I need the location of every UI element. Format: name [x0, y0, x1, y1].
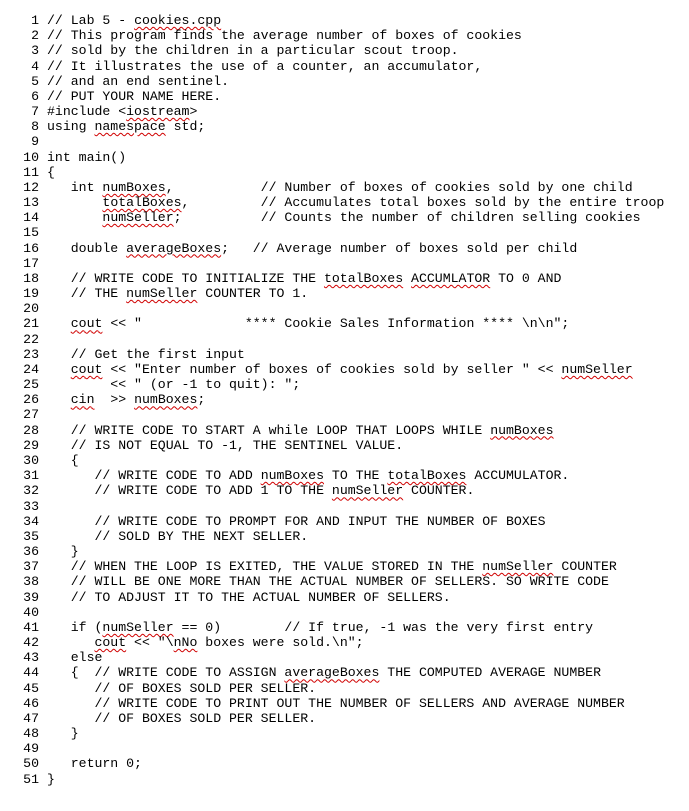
spellcheck-flag: numSeller	[102, 210, 174, 226]
line-number: 29	[23, 437, 39, 453]
line-text: // and an end sentinel.	[47, 73, 230, 89]
line-number: 4	[31, 58, 39, 74]
line-number: 3	[31, 43, 39, 59]
code-line	[0, 635, 689, 650]
line-text: using namespace std;	[47, 119, 206, 135]
line-number: 41	[23, 619, 39, 635]
line-text: // WILL BE ONE MORE THAN THE ACTUAL NUMBER OF SELLERS. SO WRITE CODE	[47, 574, 609, 590]
code-line	[0, 210, 689, 225]
spellcheck-flag: cout	[94, 635, 127, 651]
code-line	[0, 362, 689, 377]
line-text: // OF BOXES SOLD PER SELLER.	[47, 680, 317, 696]
line-number: 23	[23, 346, 39, 362]
code-line	[0, 165, 689, 180]
line-text	[39, 332, 47, 347]
line-number: 30	[23, 452, 39, 468]
line-text: cout << " **** Cookie Sales Information **** \n\n";	[70, 316, 570, 332]
line-number: 32	[23, 483, 39, 499]
line-number: 45	[23, 680, 39, 696]
line-number: 16	[23, 240, 39, 256]
line-text: // THE numSeller COUNTER TO 1.	[47, 286, 309, 302]
line-text: // WRITE CODE TO ADD 1 TO THE numSeller COUNTER.	[47, 483, 475, 499]
line-number: 12	[23, 179, 39, 195]
line-number: 1	[31, 13, 39, 28]
line-number: 44	[23, 665, 39, 681]
line-text	[39, 605, 47, 620]
line-text	[39, 301, 47, 316]
code-line	[0, 347, 689, 362]
code-line	[0, 423, 689, 438]
line-text: if (numSeller == 0) // If true, -1 was the very first entry	[47, 619, 594, 635]
code-line	[0, 180, 689, 195]
spellcheck-flag: numSeller	[126, 286, 198, 302]
line-text	[39, 256, 47, 271]
code-line	[0, 514, 689, 529]
spellcheck-flag: numSeller	[331, 483, 404, 499]
line-number: 27	[23, 407, 39, 423]
code-line	[0, 468, 689, 483]
spellcheck-flag: namespace	[94, 119, 166, 135]
line-number: 11	[23, 164, 39, 180]
line-text: }	[47, 771, 55, 787]
line-text: int main()	[47, 149, 127, 165]
line-number: 2	[31, 28, 39, 44]
code-line	[0, 225, 689, 240]
code-line	[0, 772, 689, 787]
line-number: 34	[23, 513, 39, 529]
code-line	[0, 650, 689, 665]
code-line	[0, 316, 689, 331]
line-text: // PUT YOUR NAME HERE.	[47, 88, 222, 104]
line-text: // WHEN THE LOOP IS EXITED, THE VALUE STORED IN THE numSeller COUNTER	[47, 559, 617, 575]
spellcheck-flag: averageBoxes	[284, 665, 380, 681]
spellcheck-flag: iostream	[126, 104, 190, 120]
code-line	[0, 681, 689, 696]
spellcheck-flag: nNo	[173, 635, 198, 651]
line-text	[39, 407, 47, 422]
code-line	[0, 620, 689, 635]
code-line	[0, 59, 689, 74]
line-number: 9	[31, 134, 39, 150]
line-number: 39	[23, 589, 39, 605]
line-text: {	[47, 452, 79, 468]
code-line	[0, 332, 689, 347]
code-listing	[0, 13, 689, 787]
line-number: 7	[31, 104, 39, 120]
code-line	[0, 559, 689, 574]
line-text: totalBoxes, // Accumulates total boxes sold by the entire troop	[102, 195, 665, 211]
code-line	[0, 377, 689, 392]
code-line	[0, 119, 689, 134]
line-text: #include <iostream>	[47, 104, 198, 120]
line-number: 47	[23, 710, 39, 726]
line-number: 36	[23, 544, 39, 560]
line-number: 6	[31, 88, 39, 104]
line-text: cout << "Enter number of boxes of cookies sold by seller " << numSeller	[70, 361, 633, 377]
code-line	[0, 407, 689, 422]
line-text: { // WRITE CODE TO ASSIGN averageBoxes THE COMPUTED AVERAGE NUMBER	[47, 665, 601, 681]
code-line	[0, 665, 689, 680]
line-text: double averageBoxes; // Average number of boxes sold per child	[47, 240, 578, 256]
code-line	[0, 134, 689, 149]
line-text: numSeller; // Counts the number of children selling cookies	[102, 210, 641, 226]
line-number: 40	[23, 604, 39, 620]
line-number: 22	[23, 331, 39, 347]
code-line	[0, 241, 689, 256]
code-line	[0, 43, 689, 58]
spellcheck-flag: averageBoxes	[126, 240, 222, 256]
line-number: 46	[23, 695, 39, 711]
code-line	[0, 529, 689, 544]
line-text: // Lab 5 - cookies.cpp	[47, 13, 222, 28]
code-line	[0, 711, 689, 726]
line-number: 31	[23, 468, 39, 484]
line-text: // WRITE CODE TO PROMPT FOR AND INPUT THE NUMBER OF BOXES	[47, 513, 546, 529]
line-text	[39, 741, 47, 756]
code-line	[0, 590, 689, 605]
line-text: // WRITE CODE TO START A while LOOP THAT LOOPS WHILE numBoxes	[47, 422, 554, 438]
code-line	[0, 453, 689, 468]
line-text: << " (or -1 to quit): ";	[47, 377, 301, 393]
line-number: 35	[23, 528, 39, 544]
line-text: // It illustrates the use of a counter, an accumulator,	[47, 58, 483, 74]
line-text: // sold by the children in a particular scout troop.	[47, 43, 459, 59]
line-number: 51	[23, 771, 39, 787]
line-text: int numBoxes, // Number of boxes of cookies sold by one child	[47, 179, 633, 195]
code-line	[0, 741, 689, 756]
line-number: 15	[23, 225, 39, 241]
code-line	[0, 271, 689, 286]
spellcheck-flag: numBoxes	[134, 392, 198, 408]
line-text: // WRITE CODE TO ADD numBoxes TO THE totalBoxes ACCUMULATOR.	[47, 468, 570, 484]
code-line	[0, 301, 689, 316]
line-number: 8	[31, 119, 39, 135]
line-number: 5	[31, 73, 39, 89]
spellcheck-flag: totalBoxes	[387, 468, 467, 484]
line-text: // OF BOXES SOLD PER SELLER.	[47, 710, 317, 726]
code-line	[0, 74, 689, 89]
spellcheck-flag: cout	[70, 316, 103, 332]
code-line	[0, 499, 689, 514]
line-number: 33	[23, 498, 39, 514]
code-line	[0, 696, 689, 711]
line-text: {	[47, 164, 55, 180]
code-line	[0, 605, 689, 620]
line-number: 18	[23, 270, 39, 286]
line-text: return 0;	[47, 756, 142, 772]
code-line	[0, 195, 689, 210]
code-line	[0, 13, 689, 28]
code-line	[0, 544, 689, 559]
line-number: 25	[23, 377, 39, 393]
line-number: 10	[23, 149, 39, 165]
line-text	[39, 225, 47, 240]
line-text: // WRITE CODE TO INITIALIZE THE totalBoxes ACCUMLATOR TO 0 AND	[47, 270, 562, 286]
line-number: 48	[23, 726, 39, 742]
line-number: 43	[23, 650, 39, 666]
line-number: 17	[23, 255, 39, 271]
spellcheck-flag: cin	[70, 392, 95, 408]
line-number: 49	[23, 741, 39, 757]
spellcheck-flag: numSeller	[561, 361, 633, 377]
line-number: 14	[23, 210, 39, 226]
spellcheck-flag: totalBoxes	[102, 195, 182, 211]
line-number: 24	[23, 361, 39, 377]
line-text: cin >> numBoxes;	[70, 392, 206, 408]
line-text: // IS NOT EQUAL TO -1, THE SENTINEL VALUE.	[47, 437, 404, 453]
line-number: 13	[23, 195, 39, 211]
spellcheck-flag: totalBoxes	[323, 270, 404, 286]
code-line	[0, 286, 689, 301]
line-text	[39, 499, 47, 514]
code-line	[0, 483, 689, 498]
code-line	[0, 574, 689, 589]
line-number: 50	[23, 756, 39, 772]
spellcheck-flag: ACCUMLATOR	[411, 270, 491, 286]
code-line	[0, 28, 689, 43]
line-text	[39, 134, 47, 149]
line-number: 37	[23, 559, 39, 575]
line-number: 42	[23, 635, 39, 651]
code-line	[0, 256, 689, 271]
line-text: // SOLD BY THE NEXT SELLER.	[47, 528, 309, 544]
line-text: else	[47, 650, 103, 666]
line-text: }	[47, 726, 79, 742]
spellcheck-flag: cookies.cpp	[134, 13, 222, 28]
code-line	[0, 756, 689, 771]
spellcheck-flag: numSeller	[482, 559, 554, 575]
spellcheck-flag: numBoxes	[490, 422, 554, 438]
code-line	[0, 438, 689, 453]
line-text: // WRITE CODE TO PRINT OUT THE NUMBER OF SELLERS AND AVERAGE NUMBER	[47, 695, 625, 711]
code-line	[0, 89, 689, 104]
line-number: 28	[23, 422, 39, 438]
line-text: // This program finds the average number of boxes of cookies	[47, 28, 522, 44]
spellcheck-flag: numSeller	[102, 619, 174, 635]
line-text: // TO ADJUST IT TO THE ACTUAL NUMBER OF SELLERS.	[47, 589, 451, 605]
line-number: 38	[23, 574, 39, 590]
spellcheck-flag: numBoxes	[102, 179, 166, 195]
code-line	[0, 150, 689, 165]
code-line	[0, 392, 689, 407]
line-text: }	[47, 544, 79, 560]
line-number: 26	[23, 392, 39, 408]
spellcheck-flag: cout	[70, 361, 103, 377]
code-line	[0, 104, 689, 119]
code-line	[0, 726, 689, 741]
line-number: 21	[23, 316, 39, 332]
line-text: cout << "\nNo boxes were sold.\n";	[94, 635, 364, 651]
line-text: // Get the first input	[47, 346, 245, 362]
line-number: 20	[23, 301, 39, 317]
spellcheck-flag: numBoxes	[260, 468, 324, 484]
line-number: 19	[23, 286, 39, 302]
